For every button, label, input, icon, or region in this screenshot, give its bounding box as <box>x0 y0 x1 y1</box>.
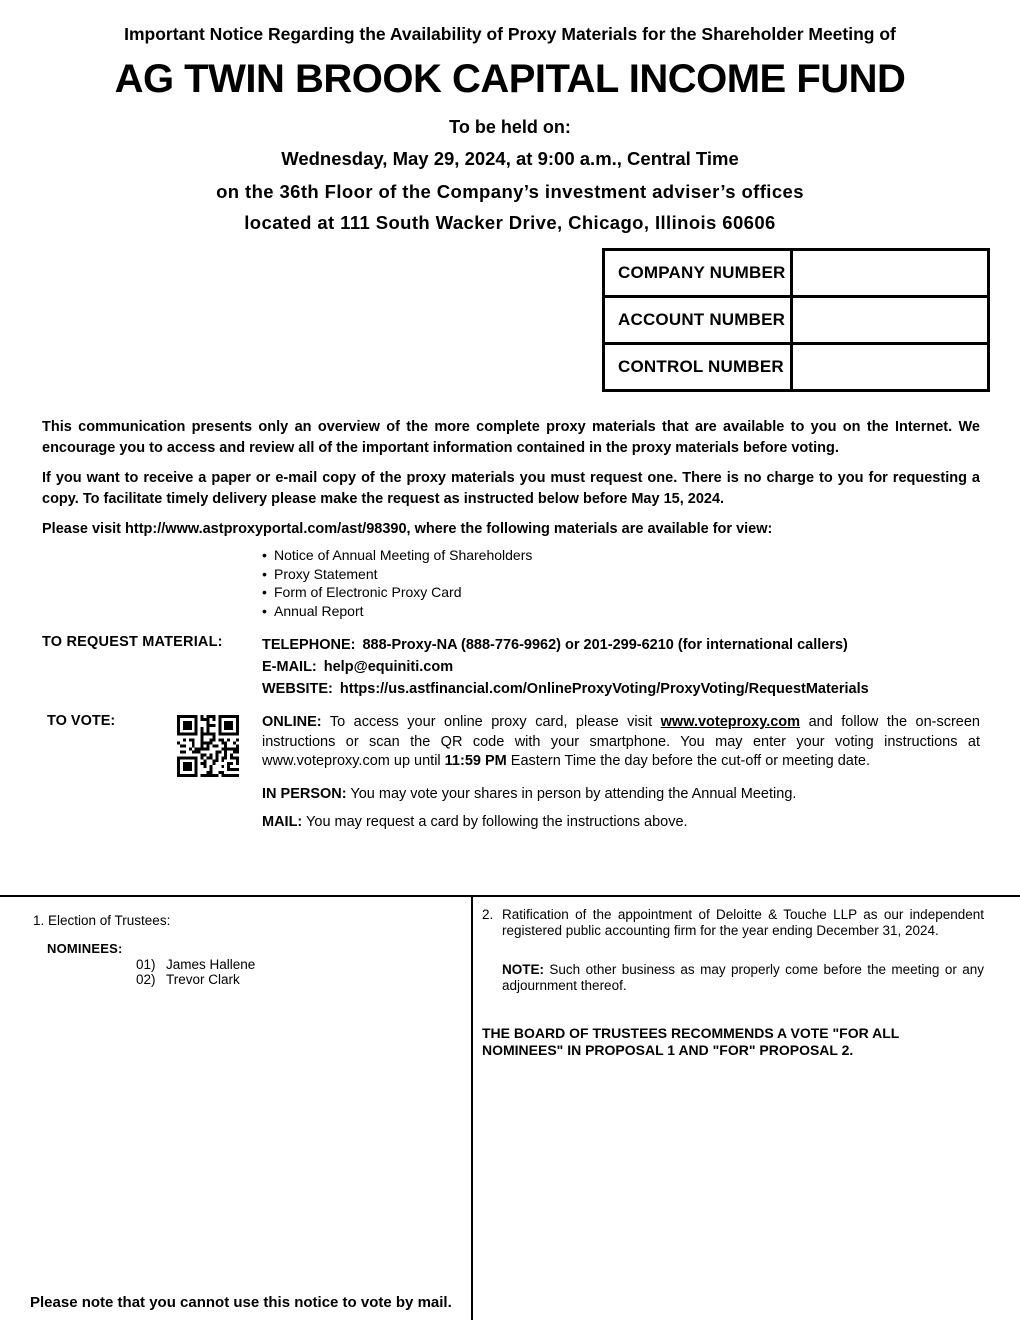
intro-section <box>42 417 980 540</box>
proposal-1-title: 1. Election of Trustees: <box>33 912 171 928</box>
telephone-value: 888-Proxy-NA (888-776-9962) or 201-299-6210 (for international callers) <box>362 637 848 653</box>
to-vote-label: TO VOTE: <box>47 713 116 729</box>
email-line <box>262 656 980 678</box>
table-row <box>604 297 989 344</box>
bullet-icon: • <box>262 547 267 563</box>
mail-instructions <box>262 813 980 833</box>
online-label: ONLINE: <box>262 714 322 730</box>
nominee-number: 02) <box>136 972 156 987</box>
meeting-date-line: Wednesday, May 29, 2024, at 9:00 a.m., Central Time <box>281 148 739 169</box>
qr-code-icon <box>177 713 262 833</box>
board-recommendation: THE BOARD OF TRUSTEES RECOMMENDS A VOTE "FOR ALL NOMINEES" IN PROPOSAL 1 AND "FOR" PROPOSAL 2. <box>482 1024 900 1058</box>
intro-paragraph-1: This communication presents only an overview of the more complete proxy materials that are available to you on the Internet. We encourage you to access and review all of the important information contained in the proxy materials before voting. <box>42 419 980 456</box>
inperson-instructions <box>262 785 980 805</box>
materials-list <box>262 546 1020 620</box>
telephone-line <box>262 634 980 656</box>
online-instructions <box>262 713 980 772</box>
account-number-label: ACCOUNT NUMBER <box>604 297 792 344</box>
mail-text: You may request a card by following the instructions above. <box>306 814 688 830</box>
nominee-row <box>136 972 459 988</box>
nominees-label: NOMINEES: <box>47 941 123 956</box>
intro-paragraph-3[interactable]: Please visit http://www.astproxyportal.com/ast/98390, where the following materials are available for view: <box>42 521 773 537</box>
website-value[interactable]: https://us.astfinancial.com/OnlineProxyVoting/ProxyVoting/RequestMaterials <box>339 681 869 697</box>
website-label: WEBSITE: <box>262 681 333 697</box>
number-table <box>602 248 1020 392</box>
material-item-label: Annual Report <box>274 602 364 619</box>
proposal-1-column <box>0 897 473 1320</box>
email-value[interactable]: help@equiniti.com <box>323 659 454 675</box>
list-item <box>262 602 1020 621</box>
control-number-label: CONTROL NUMBER <box>604 344 792 391</box>
nominee-name: James Hallene <box>166 956 256 972</box>
table-row <box>604 344 989 391</box>
bullet-icon: • <box>262 584 267 600</box>
note-paragraph <box>502 962 984 995</box>
voteproxy-link[interactable]: www.voteproxy.com <box>660 714 801 730</box>
nominee-name: Trevor Clark <box>166 972 240 987</box>
online-text-pre: To access your online proxy card, please visit <box>329 714 653 730</box>
nominee-number: 01) <box>136 956 156 972</box>
inperson-label: IN PERSON: <box>262 785 347 802</box>
list-item <box>262 565 1020 584</box>
company-number-label: COMPANY NUMBER <box>604 250 792 297</box>
online-text-mid: and follow the on-screen instructions or scan the QR code with your smartphone. You may enter your voting instructions at www.voteproxy.com up until <box>262 714 980 769</box>
document-header <box>0 0 1020 234</box>
online-text-post: Eastern Time the day before the cut-off or meeting date. <box>510 753 870 769</box>
control-number-value <box>792 344 989 391</box>
inperson-text: You may vote your shares in person by attending the Annual Meeting. <box>350 785 797 802</box>
to-vote-section <box>47 713 980 833</box>
vote-by-mail-note: Please note that you cannot use this notice to vote by mail. <box>30 1294 452 1311</box>
note-label: NOTE: <box>502 961 544 977</box>
email-label: E-MAIL: <box>262 659 317 675</box>
account-number-value <box>792 297 989 344</box>
list-item <box>262 583 1020 602</box>
notice-title: Important Notice Regarding the Availability of Proxy Materials for the Shareholder Meeting of <box>124 24 896 44</box>
held-on-line: To be held on: <box>449 117 571 137</box>
material-item-label: Proxy Statement <box>274 565 378 582</box>
proposal-2-number: 2. <box>482 906 494 922</box>
material-item-label: Form of Electronic Proxy Card <box>274 584 462 600</box>
request-material-label: TO REQUEST MATERIAL: <box>42 634 223 650</box>
proposals-section <box>0 895 1020 1320</box>
bullet-icon: • <box>262 602 267 619</box>
telephone-label: TELEPHONE: <box>262 637 356 653</box>
material-item-label: Notice of Annual Meeting of Shareholders <box>274 547 533 563</box>
fund-name-title: AG TWIN BROOK CAPITAL INCOME FUND <box>114 57 906 101</box>
nominee-row <box>136 957 459 973</box>
table-row <box>604 250 989 297</box>
meeting-location-line1: on the 36th Floor of the Company’s investment adviser’s offices <box>216 181 804 202</box>
website-line <box>262 678 980 700</box>
company-number-value <box>792 250 989 297</box>
bullet-icon: • <box>262 565 267 582</box>
list-item <box>262 546 1020 565</box>
request-material-section <box>42 634 980 700</box>
proposal-2-column <box>473 897 1020 1320</box>
proposal-2-item <box>482 907 984 940</box>
proposal-2-text: Ratification of the appointment of Deloitte & Touche LLP as our independent registered public accounting firm for the year ending December 31, 2024. <box>502 906 984 938</box>
meeting-location-line2: located at 111 South Wacker Drive, Chicago, Illinois 60606 <box>244 212 776 233</box>
mail-label: MAIL: <box>262 814 303 830</box>
note-text: Such other business as may properly come before the meeting or any adjournment thereof. <box>502 961 984 993</box>
intro-paragraph-2: If you want to receive a paper or e-mail copy of the proxy materials you must request one. There is no charge to you for requesting a copy. To facilitate timely delivery please make the request as instructed below before May 15, 2024. <box>42 470 980 507</box>
online-cutoff-time: 11:59 PM <box>444 753 507 769</box>
